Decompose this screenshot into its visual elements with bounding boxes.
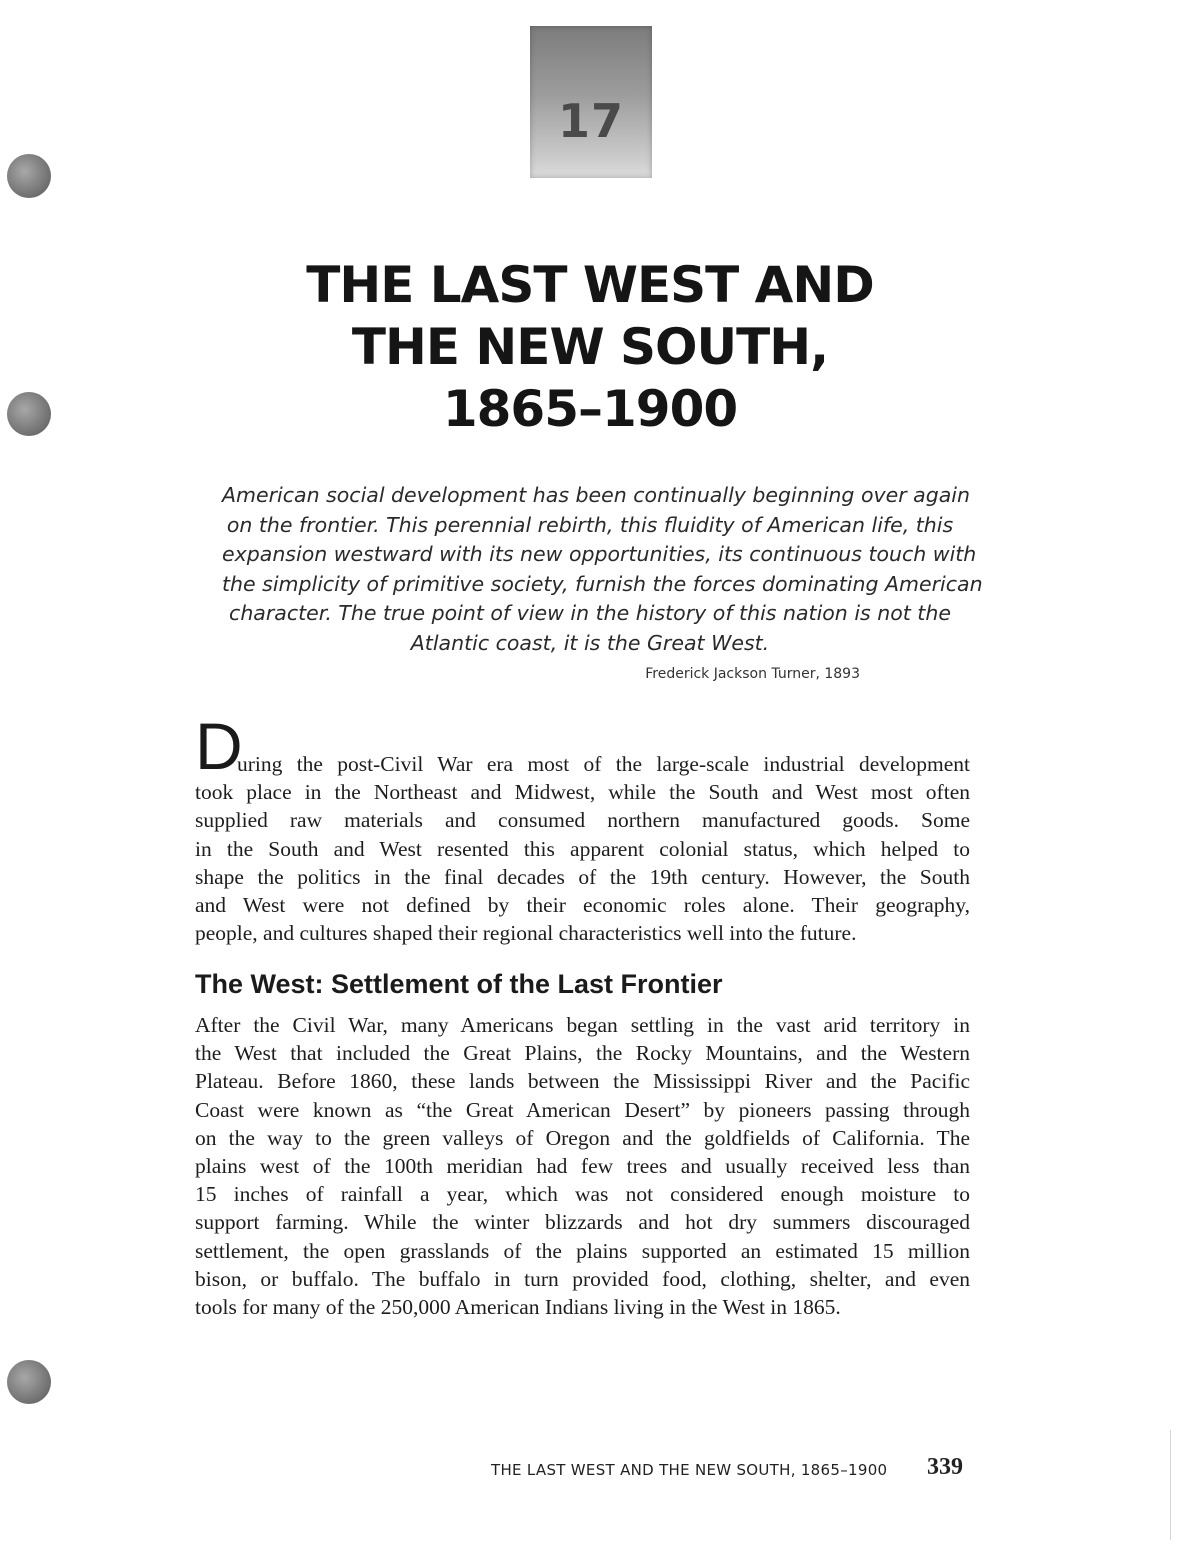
paragraph-line: 15 inches of rainfall a year, which was not considered enough moisture to <box>195 1182 970 1207</box>
chapter-title-line: THE LAST WEST AND <box>306 256 874 314</box>
section-paragraph <box>195 1011 970 1321</box>
chapter-number: 17 <box>557 94 624 148</box>
paragraph-line: on the way to the green valleys of Oregon and the goldfields of California. The <box>195 1125 970 1150</box>
section-heading: The West: Settlement of the Last Frontier <box>195 969 723 999</box>
paragraph-line: tools for many of the 250,000 American Indians living in the West in 1865. <box>195 1295 841 1320</box>
paragraph-line: settlement, the open grasslands of the plains supported an estimated 15 million <box>195 1238 970 1263</box>
epigraph-line: Atlantic coast, it is the Great West. <box>410 630 770 655</box>
intro-paragraph <box>195 722 970 947</box>
epigraph-line: character. The true point of view in the history of this nation is not the <box>229 601 951 626</box>
paragraph-line: plains west of the 100th meridian had few trees and usually received less than <box>195 1154 970 1179</box>
page-number: 339 <box>927 1454 963 1480</box>
chapter-title <box>260 254 920 440</box>
epigraph-line: the simplicity of primitive society, furnish the forces dominating American <box>222 571 983 596</box>
chapter-number-box <box>530 26 652 178</box>
paragraph-line: shape the politics in the final decades of the 19th century. However, the South <box>195 864 970 889</box>
binder-hole-bottom <box>7 1360 51 1404</box>
epigraph-quote <box>222 481 983 659</box>
epigraph-line: expansion westward with its new opportunities, its continuous touch with <box>222 542 977 567</box>
drop-cap: D <box>195 709 243 783</box>
paragraph-line: took place in the Northeast and Midwest, while the South and West most often <box>195 780 970 805</box>
epigraph-line: on the frontier. This perennial rebirth, this fluidity of American life, this <box>226 512 954 537</box>
paragraph-line: in the South and West resented this apparent colonial status, which helped to <box>195 836 970 861</box>
paragraph-line: After the Civil War, many Americans began settling in the vast arid territory in <box>195 1013 970 1037</box>
paragraph-line: supplied raw materials and consumed northern manufactured goods. Some <box>195 808 970 833</box>
chapter-title-line: THE NEW SOUTH, <box>351 318 829 376</box>
paragraph-line: the West that included the Great Plains, the Rocky Mountains, and the Western <box>195 1041 970 1066</box>
paragraph-line: Coast were known as “the Great American Desert” by pioneers passing through <box>195 1097 970 1122</box>
paragraph-line: support farming. While the winter blizzards and hot dry summers discouraged <box>195 1210 970 1235</box>
paragraph-line: and West were not defined by their economic roles alone. Their geography, <box>195 893 970 918</box>
binder-hole-top <box>7 154 51 198</box>
chapter-title-line: 1865–1900 <box>442 380 738 438</box>
paragraph-line: bison, or buffalo. The buffalo in turn provided food, clothing, shelter, and even <box>195 1266 970 1291</box>
epigraph-line: American social development has been continually beginning over again <box>222 483 970 507</box>
epigraph-attribution: Frederick Jackson Turner, 1893 <box>645 666 860 682</box>
paragraph-line: Plateau. Before 1860, these lands between the Mississippi River and the Pacific <box>195 1069 970 1094</box>
page-edge-divider <box>1170 1430 1171 1540</box>
paragraph-line: people, and cultures shaped their regional characteristics well into the future. <box>195 921 857 946</box>
running-footer-title: THE LAST WEST AND THE NEW SOUTH, 1865–1900 <box>491 1461 888 1479</box>
paragraph-line: uring the post-Civil War era most of the large-scale industrial development <box>237 752 970 776</box>
binder-hole-middle <box>7 392 51 436</box>
